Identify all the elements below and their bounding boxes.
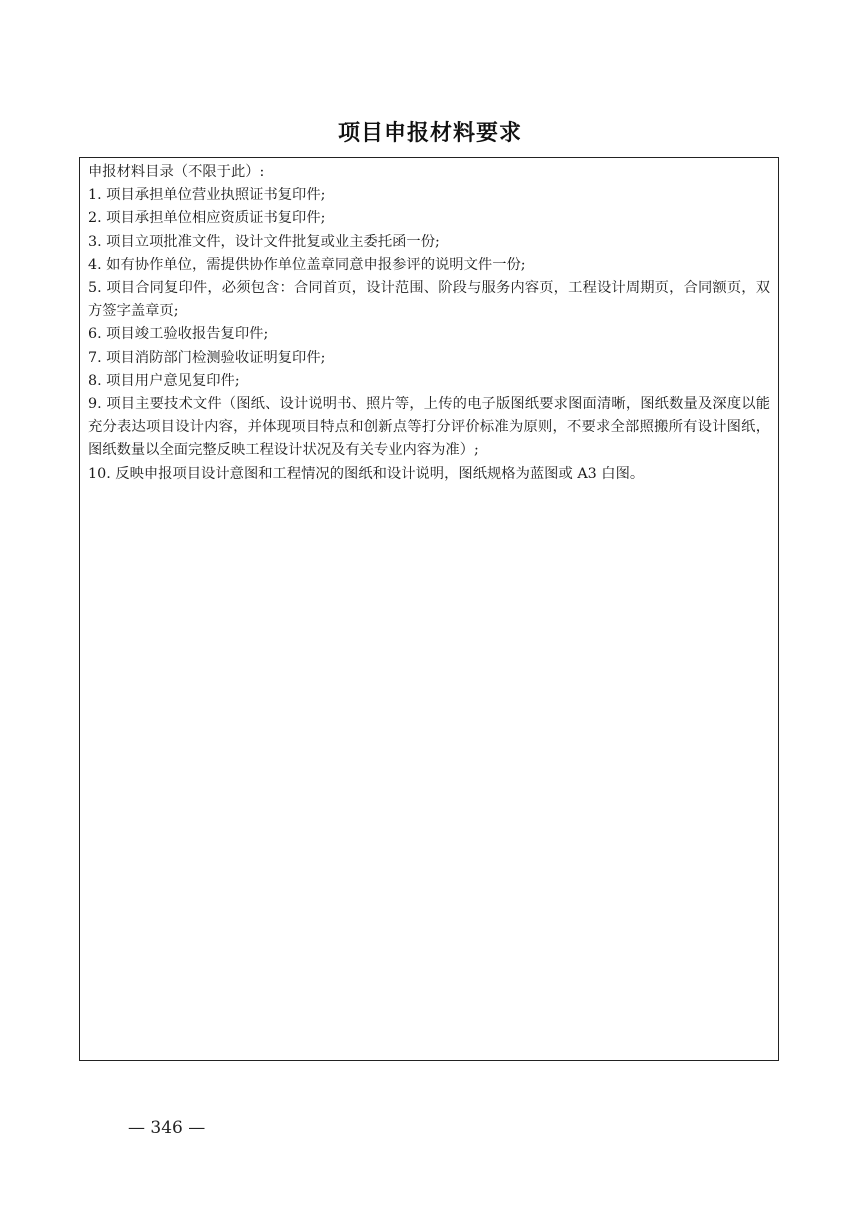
page-title: 项目申报材料要求 [337, 121, 522, 146]
list-item-3: 3. 项目立项批准文件，设计文件批复或业主委托函一份; [88, 233, 440, 250]
list-heading: 申报材料目录（不限于此）: [88, 164, 265, 180]
list-item-9: 9. 项目主要技术文件（图纸、设计说明书、照片等，上传的电子版图纸要求图面清晰，图纸数量及深度以能充分表达项目设计内容，并体现项目特点和创新点等打分评价标准为原则，不要求全部照搬所有设计图纸，图纸数量以全面完整反映工程设计状况及有关专业内容为准）; [88, 396, 770, 459]
list-item-10: 10. 反映申报项目设计意图和工程情况的图纸和设计说明，图纸规格为蓝图或 A3 白图。 [88, 465, 645, 482]
page-number: — 346 — [128, 1118, 206, 1138]
list-item-5: 5. 项目合同复印件，必须包含：合同首页，设计范围、阶段与服务内容页，工程设计周期页，合同额页，双方签字盖章页; [88, 280, 770, 320]
list-item-6: 6. 项目竣工验收报告复印件; [88, 326, 269, 343]
list-item-7: 7. 项目消防部门检测验收证明复印件; [88, 349, 326, 366]
requirements-box [79, 157, 779, 1061]
list-item-1: 1. 项目承担单位营业执照证书复印件; [88, 187, 326, 204]
list-item-4: 4. 如有协作单位，需提供协作单位盖章同意申报参评的说明文件一份; [88, 256, 526, 273]
list-item-2: 2. 项目承担单位相应资质证书复印件; [88, 210, 326, 227]
list-item-8: 8. 项目用户意见复印件; [88, 372, 240, 389]
